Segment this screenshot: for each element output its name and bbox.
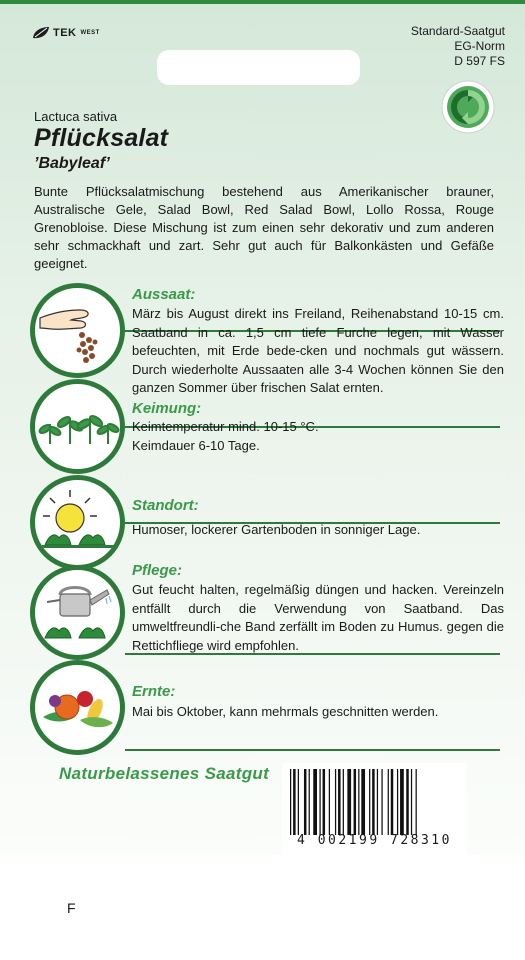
slogan: Naturbelassenes Saatgut [59, 764, 270, 783]
barcode [282, 763, 467, 855]
section-heading: Pflege: [132, 562, 183, 579]
barcode-bars [288, 769, 460, 835]
section-body: Mai bis Oktober, kann mehrmals geschnitten werden. [132, 704, 439, 719]
latin-name: Lactuca sativa [34, 109, 118, 124]
harvest-icon [30, 660, 125, 755]
section-heading: Ernte: [132, 683, 176, 700]
section-heading: Keimung: [132, 400, 202, 417]
label-field [157, 50, 360, 85]
standard-line-2: EG-Norm [454, 39, 505, 53]
barcode-number: 4 002199 728310 [297, 833, 452, 848]
variety-name: ’Babyleaf’ [34, 155, 110, 172]
sowing-hand-icon [30, 283, 125, 378]
footer-code: F [67, 900, 76, 916]
section-heading: Aussaat: [132, 286, 196, 303]
section-body: Gut feucht halten, regelmäßig düngen und hacken. Vereinzeln entfällt durch die Verwendung von Saatband. Das umweltfreundli-che Band zerfällt im Boden zu Humus. gegen die Rettichfliege wird empfohlen. [132, 582, 504, 653]
brand-logo [32, 26, 100, 40]
sun-icon [30, 475, 125, 570]
seedlings-icon [30, 379, 125, 474]
watering-can-icon [30, 565, 125, 660]
section-body-line: Keimdauer 6-10 Tage. [132, 437, 260, 453]
product-title: Pflücksalat [34, 124, 169, 152]
section-body-line: Keimtemperatur mind. 10-15 °C. [132, 419, 319, 434]
standard-line-3: D 597 FS [454, 54, 505, 68]
leaf-logo-icon [32, 26, 50, 40]
product-description: Bunte Pflücksalatmischung bestehend aus Amerikanischer brauner, Australische Gele, Salad Bowl, Red Salad Bowl, Lollo Rossa, Rouge Grenobloise. Diese Mischung ist zum einen sehr dekorativ und zum anderen sehr schmackhaft und zart. Sehr gut auch für Balkonkästen und Gefäße geeignet. [34, 184, 494, 271]
section-rule [125, 749, 500, 751]
green-dot-recycling-icon [441, 80, 495, 134]
brand-sub: WEST [80, 30, 100, 36]
section-body: Humoser, lockerer Gartenboden in sonniger Lage. [132, 522, 421, 537]
section-heading: Standort: [132, 497, 199, 514]
section-body: März bis August direkt ins Freiland, Reihenabstand 10-15 cm. Saatband in ca. 1,5 cm tiefe Furche legen, mit Wasser befeuchten, mit Erde bede-cken und nochmals gut wässern. Durch wiederholte Aussaaten alle 3-4 Wochen können Sie den ganzen Sommer über frischen Salat ernten. [132, 306, 504, 395]
section-body [132, 418, 504, 455]
brand-name: TEK [53, 27, 77, 39]
standard-info [411, 24, 505, 69]
standard-line-1: Standard-Saatgut [410, 24, 505, 38]
top-border [0, 0, 525, 4]
